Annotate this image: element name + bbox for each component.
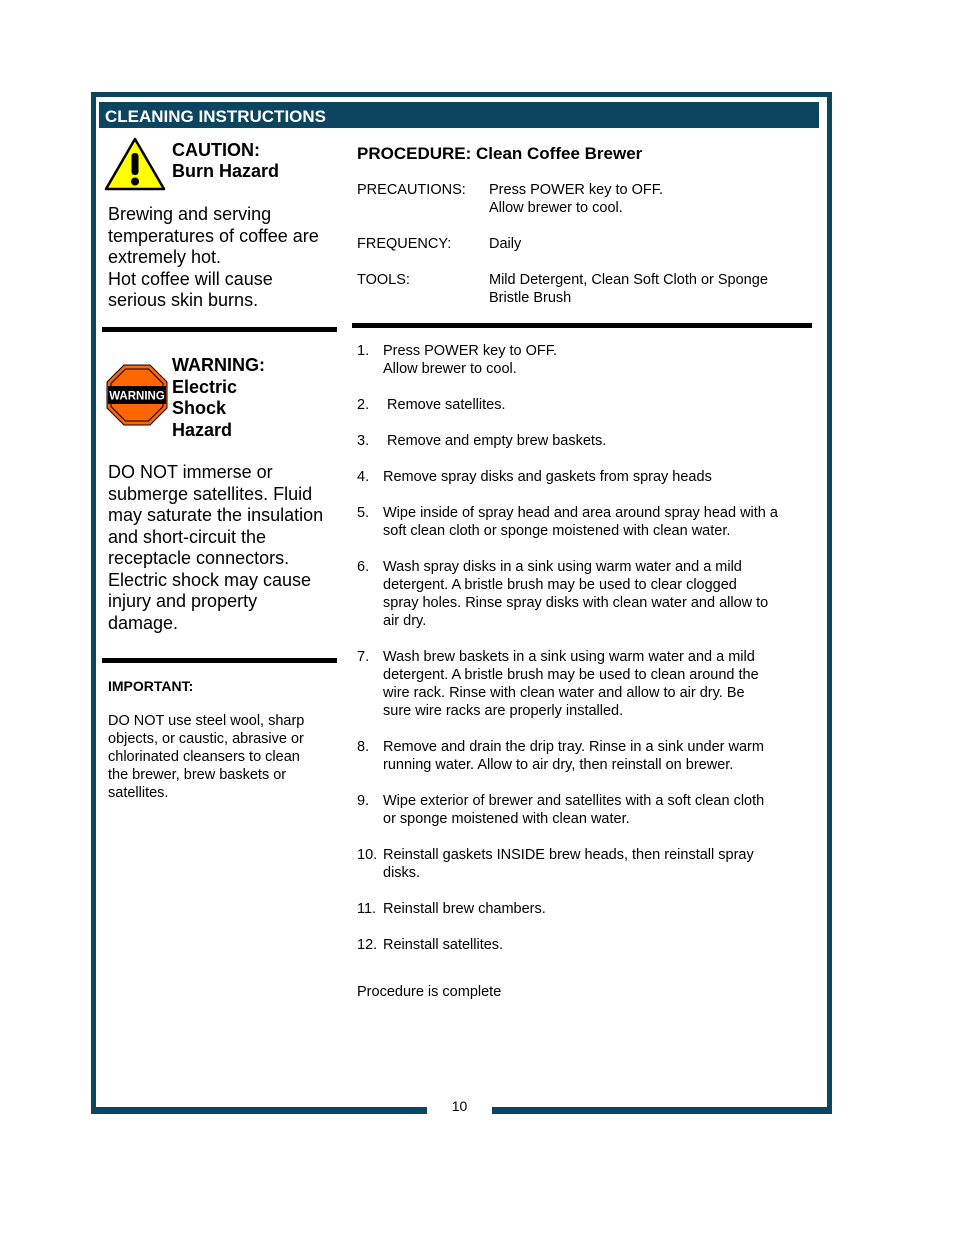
procedure-steps (357, 342, 813, 954)
step-number: 12. (357, 937, 378, 953)
caution-text: Brewing and serving temperatures of coffee are extremely hot. Hot coffee will cause serious skin burns. (108, 204, 319, 310)
step-item: 6. Wash spray disks in a sink using warm water and a mild detergent. A bristle brush may be used to clear clogged spray holes. Rinse spray disks with clean water and allow to air dry. (357, 559, 769, 629)
caution-subtitle: Burn Hazard (172, 161, 280, 181)
step-item: 5. Wipe inside of spray head and area around spray head with a soft clean cloth or sponge moistened with clean water. (357, 505, 778, 539)
precautions-value: Press POWER key to OFF. Allow brewer to cool. (489, 182, 664, 216)
procedure-title: PROCEDURE: Clean Coffee Brewer (357, 144, 643, 163)
tools-label: TOOLS: (357, 272, 410, 288)
step-item: 9. Wipe exterior of brewer and satellites with a soft clean cloth or sponge moistened with clean water. (357, 793, 765, 827)
step-number: 8. (357, 739, 370, 755)
frame-bottom-right-rule (492, 1107, 832, 1114)
step-number: 7. (357, 649, 370, 665)
step-number: 6. (357, 559, 370, 575)
frame-bottom-left-rule (91, 1107, 427, 1114)
step-item: 2. Remove satellites. (357, 397, 506, 413)
important-text: DO NOT use steel wool, sharp objects, or caustic, abrasive or chlorinated cleansers to clean the brewer, brew baskets or satellites. (108, 713, 305, 801)
exclamation-triangle-icon (104, 137, 166, 191)
tools-value: Mild Detergent, Clean Soft Cloth or Sponge Bristle Brush (489, 272, 768, 306)
important-title: IMPORTANT: (108, 678, 194, 694)
step-number: 5. (357, 505, 370, 521)
svg-text:WARNING: WARNING (109, 390, 165, 403)
step-item: 10. Reinstall gaskets INSIDE brew heads, then reinstall spray disks. (357, 847, 754, 881)
step-item: 12. Reinstall satellites. (357, 937, 504, 953)
warning-text: DO NOT immerse or submerge satellites. Fluid may saturate the insulation and short-circuit the receptacle connectors. Electric shock may cause injury and property damage. (108, 462, 324, 633)
step-number: 11. (357, 901, 377, 917)
step-item: 4. Remove spray disks and gaskets from spray heads (357, 469, 712, 485)
caution-title: CAUTION: (172, 140, 260, 160)
step-number: 1. (357, 343, 370, 359)
procedure-divider (352, 323, 812, 328)
frequency-value: Daily (489, 236, 522, 252)
warning-title: WARNING: Electric Shock Hazard (172, 355, 265, 440)
step-number: 3. (357, 433, 370, 449)
frequency-label: FREQUENCY: (357, 236, 452, 252)
step-item: 1. Press POWER key to OFF. Allow brewer to cool. (357, 343, 558, 377)
step-number: 10. (357, 847, 378, 863)
caution-divider (102, 327, 337, 332)
step-item: 7. Wash brew baskets in a sink using warm water and a mild detergent. A bristle brush may be used to clean around the wire rack. Rinse with clean water and allow to air dry. Be sure wire racks are properly installed. (357, 649, 759, 719)
step-number: 4. (357, 469, 370, 485)
step-number: 9. (357, 793, 370, 809)
warning-octagon-icon (106, 364, 168, 426)
section-header: CLEANING INSTRUCTIONS (99, 102, 819, 128)
precautions-label: PRECAUTIONS: (357, 182, 466, 198)
step-item: 8. Remove and drain the drip tray. Rinse in a sink under warm running water. Allow to air dry, then reinstall on brewer. (357, 739, 764, 773)
warning-divider (102, 658, 337, 663)
procedure-complete-note: Procedure is complete (357, 984, 502, 1000)
step-number: 2. (357, 397, 370, 413)
page-number: 10 (451, 1098, 468, 1114)
step-item: 3. Remove and empty brew baskets. (357, 433, 607, 449)
step-item: 11. Reinstall brew chambers. (357, 901, 546, 917)
